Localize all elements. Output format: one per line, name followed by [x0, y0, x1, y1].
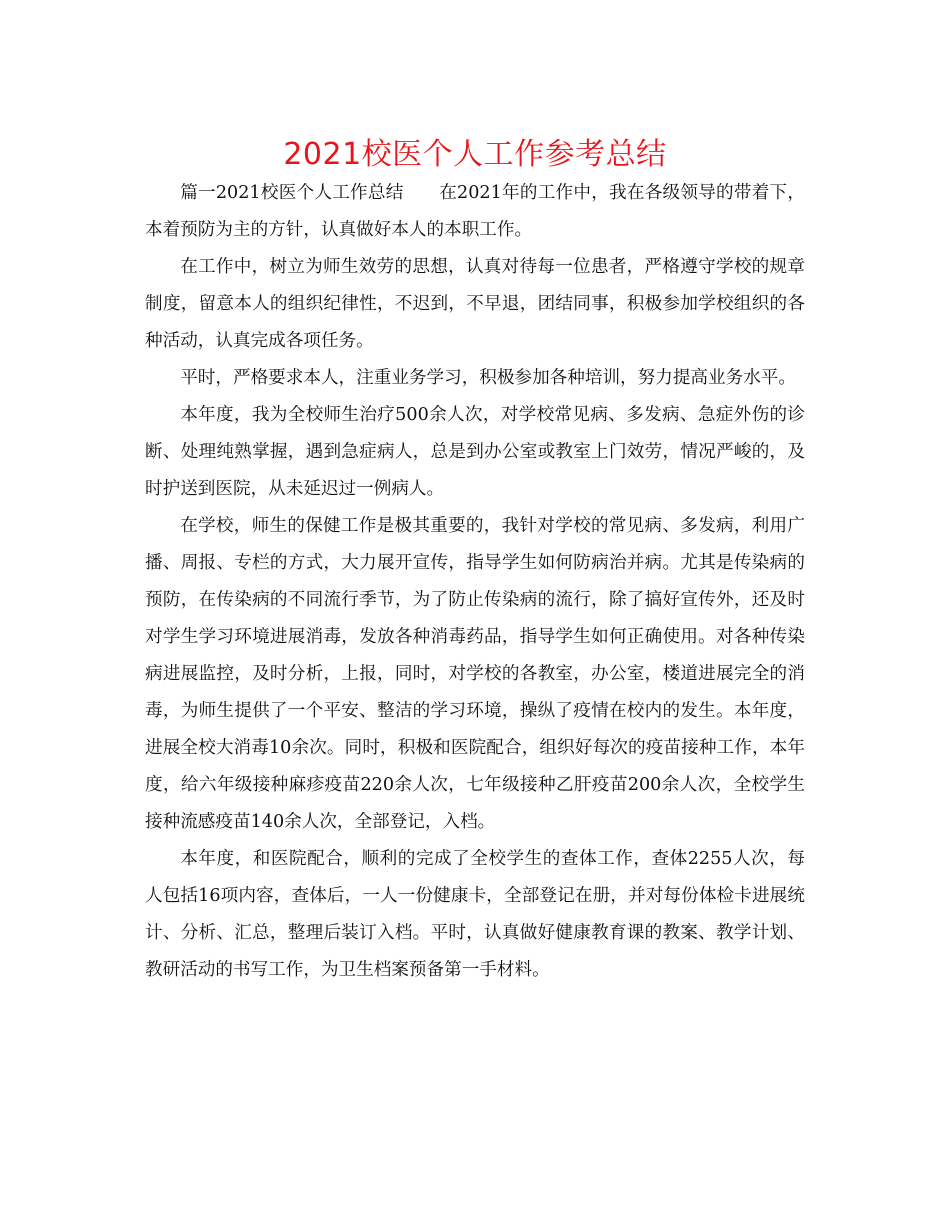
paragraph-4: 本年度，我为全校师生治疗500余人次，对学校常见病、多发病、急症外伤的诊断、处理纯熟掌握，遇到急症病人，总是到办公室或教室上门效劳，情况严峻的，及时护送到医院，从未延迟过一例病人。 — [145, 405, 805, 499]
document-title: 2021校医个人工作参考总结 — [283, 137, 667, 172]
paragraph-5: 在学校，师生的保健工作是极其重要的，我针对学校的常见病、多发病，利用广播、周报、专栏的方式，大力展开宣传，指导学生如何防病治并病。尤其是传染病的预防，在传染病的不同流行季节，为了防止传染病的流行，除了搞好宣传外，还及时对学生学习环境进展消毒，发放各种消毒药品，指导学生如何正确使用。对各种传染病进展监控，及时分析，上报，同时，对学校的各教室，办公室，楼道进展完全的消毒，为师生提供了一个平安、整洁的学习环境，操纵了疫情在校内的发生。本年度，进展全校大消毒10余次。同时，积极和医院配合，组织好每次的疫苗接种工作，本年度，给六年级接种麻疹疫苗220余人次，七年级接种乙肝疫苗200余人次，全校学生接种流感疫苗140余人次，全部登记，入档。 — [145, 516, 805, 832]
document-body — [145, 175, 805, 989]
paragraph-2: 在工作中，树立为师生效劳的思想，认真对待每一位患者，严格遵守学校的规章制度，留意本人的组织纪律性，不迟到，不早退，团结同事，积极参加学校组织的各种活动，认真完成各项任务。 — [145, 257, 805, 351]
paragraph-3: 平时，严格要求本人，注重业务学习，积极参加各种培训，努力提高业务水平。 — [180, 368, 796, 388]
paragraph-1: 篇一2021校医个人工作总结 在2021年的工作中，我在各级领导的带着下，本着预防为主的方针，认真做好本人的本职工作。 — [145, 183, 805, 240]
paragraph-6: 本年度，和医院配合，顺利的完成了全校学生的查体工作，查体2255人次，每人包括16项内容，查体后，一人一份健康卡，全部登记在册，并对每份体检卡进展统计、分析、汇总，整理后装订入档。平时，认真做好健康教育课的教案、教学计划、教研活动的书写工作，为卫生档案预备第一手材料。 — [145, 849, 805, 980]
